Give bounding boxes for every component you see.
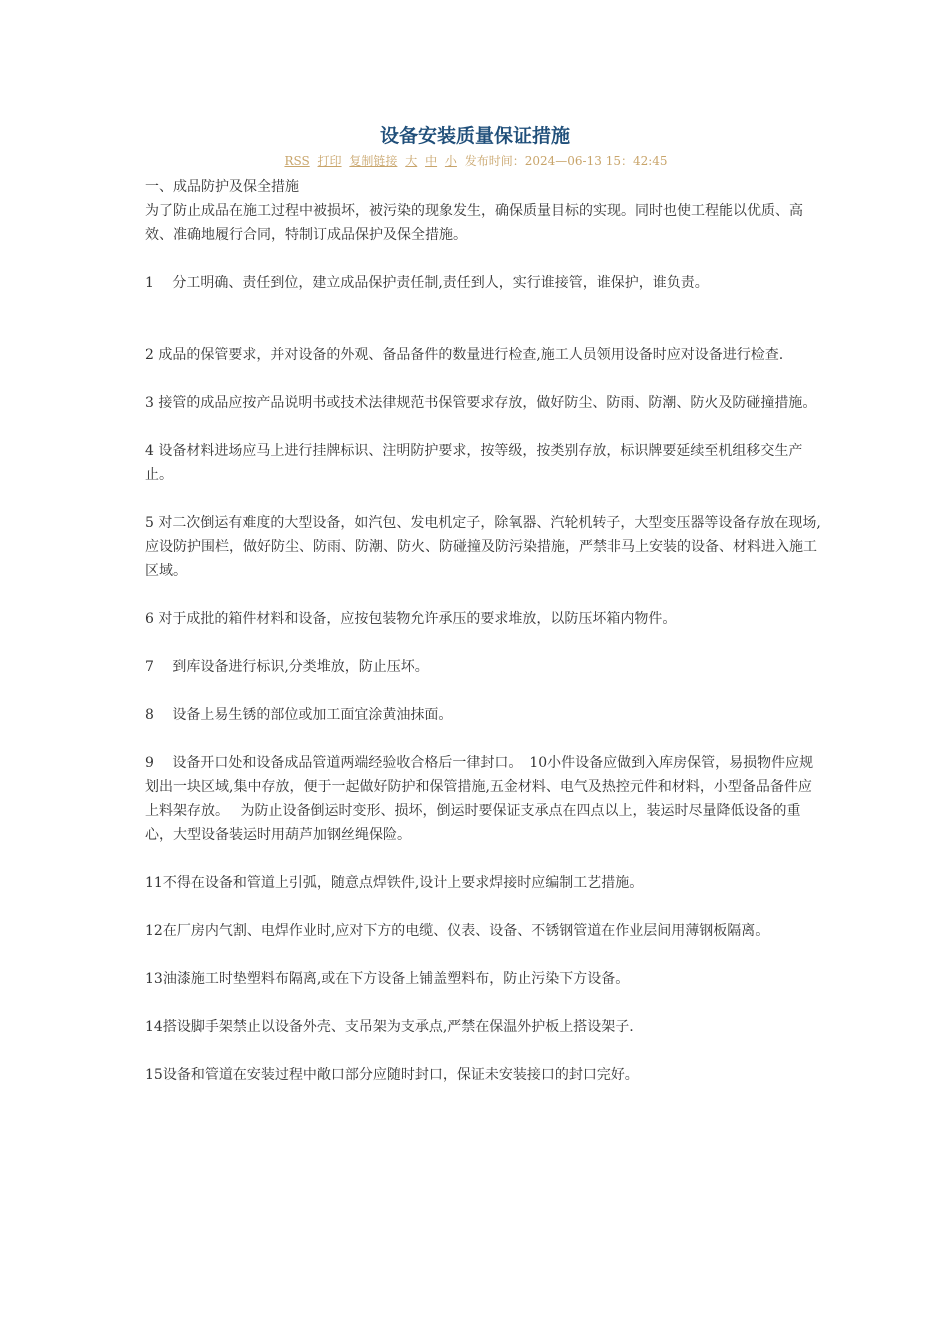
- list-item: 7 到库设备进行标识,分类堆放，防止压坏。: [145, 659, 429, 675]
- list-item: 5 对二次倒运有难度的大型设备，如汽包、发电机定子，除氧器、汽轮机转子，大型变压器等设备存放在现场,应设防护围栏，做好防尘、防雨、防潮、防火、防碰撞及防污染措施，严禁非马上安装的设备、材料进入施工区域。: [145, 515, 821, 579]
- spacer: [145, 247, 825, 271]
- list-item: 11不得在设备和管道上引弧，随意点焊铁件,设计上要求焊接时应编制工艺措施。: [145, 875, 644, 891]
- spacer: [145, 415, 825, 439]
- font-size-large-link[interactable]: 大: [405, 154, 418, 168]
- publish-date: 发布时间：2024—06-13 15：42:45: [464, 154, 668, 168]
- list-item: 2 成品的保管要求，并对设备的外观、备品备件的数量进行检查,施工人员领用设备时应对设备进行检查.: [145, 347, 784, 363]
- spacer: [145, 943, 825, 967]
- list-item: 6 对于成批的箱件材料和设备，应按包装物允许承压的要求堆放，以防压坏箱内物件。: [145, 611, 677, 627]
- spacer: [145, 367, 825, 391]
- spacer: [145, 487, 825, 511]
- rss-link[interactable]: RSS: [284, 154, 310, 168]
- list-item: 14搭设脚手架禁止以设备外壳、支吊架为支承点,严禁在保温外护板上搭设架子.: [145, 1019, 634, 1035]
- section-heading: 一、成品防护及保全措施: [145, 179, 299, 195]
- spacer: [145, 631, 825, 655]
- list-item: 1 分工明确、责任到位，建立成品保护责任制,责任到人，实行谁接管，谁保护，谁负责。: [145, 275, 709, 291]
- list-item: 9 设备开口处和设备成品管道两端经验收合格后一律封口。 10小件设备应做到入库房保管，易损物件应规划出一块区域,集中存放，便于一起做好防护和保管措施,五金材料、电气及热控元件和材料，小型备品备件应上料架存放。 为防止设备倒运时变形、损坏，倒运时要保证支承点在四点以上，装运时尽量降低设备的重心，大型设备装运时用葫芦加钢丝绳保险。: [145, 755, 814, 843]
- spacer: [145, 991, 825, 1015]
- list-item: 12在厂房内气割、电焊作业时,应对下方的电缆、仪表、设备、不锈钢管道在作业层间用薄钢板隔离。: [145, 923, 770, 939]
- list-item: 15设备和管道在安装过程中敞口部分应随时封口，保证未安装接口的封口完好。: [145, 1067, 639, 1083]
- page-title: 设备安装质量保证措施: [379, 125, 570, 147]
- spacer: [145, 847, 825, 871]
- intro-paragraph: 为了防止成品在施工过程中被损坏，被污染的现象发生，确保质量目标的实现。同时也使工程能以优质、高效、准确地履行合同，特制订成品保护及保全措施。: [145, 203, 803, 243]
- spacer: [145, 895, 825, 919]
- spacer: [145, 1039, 825, 1063]
- spacer: [145, 679, 825, 703]
- copy-link-link[interactable]: 复制链接: [349, 154, 398, 168]
- spacer: [145, 727, 825, 751]
- print-link[interactable]: 打印: [317, 154, 342, 168]
- spacer: [145, 295, 825, 343]
- font-size-small-link[interactable]: 小: [444, 154, 457, 168]
- article-meta-bar: [0, 152, 950, 170]
- list-item: 13油漆施工时垫塑料布隔离,或在下方设备上铺盖塑料布，防止污染下方设备。: [145, 971, 630, 987]
- font-size-medium-link[interactable]: 中: [425, 154, 438, 168]
- list-item: 3 接管的成品应按产品说明书或技术法律规范书保管要求存放，做好防尘、防雨、防潮、防火及防碰撞措施。: [145, 395, 817, 411]
- list-item: 8 设备上易生锈的部位或加工面宜涂黄油抹面。: [145, 707, 453, 723]
- list-item: 4 设备材料进场应马上进行挂牌标识、注明防护要求，按等级，按类别存放，标识牌要延续至机组移交生产止。: [145, 443, 803, 483]
- article-body: [145, 175, 825, 1087]
- spacer: [145, 583, 825, 607]
